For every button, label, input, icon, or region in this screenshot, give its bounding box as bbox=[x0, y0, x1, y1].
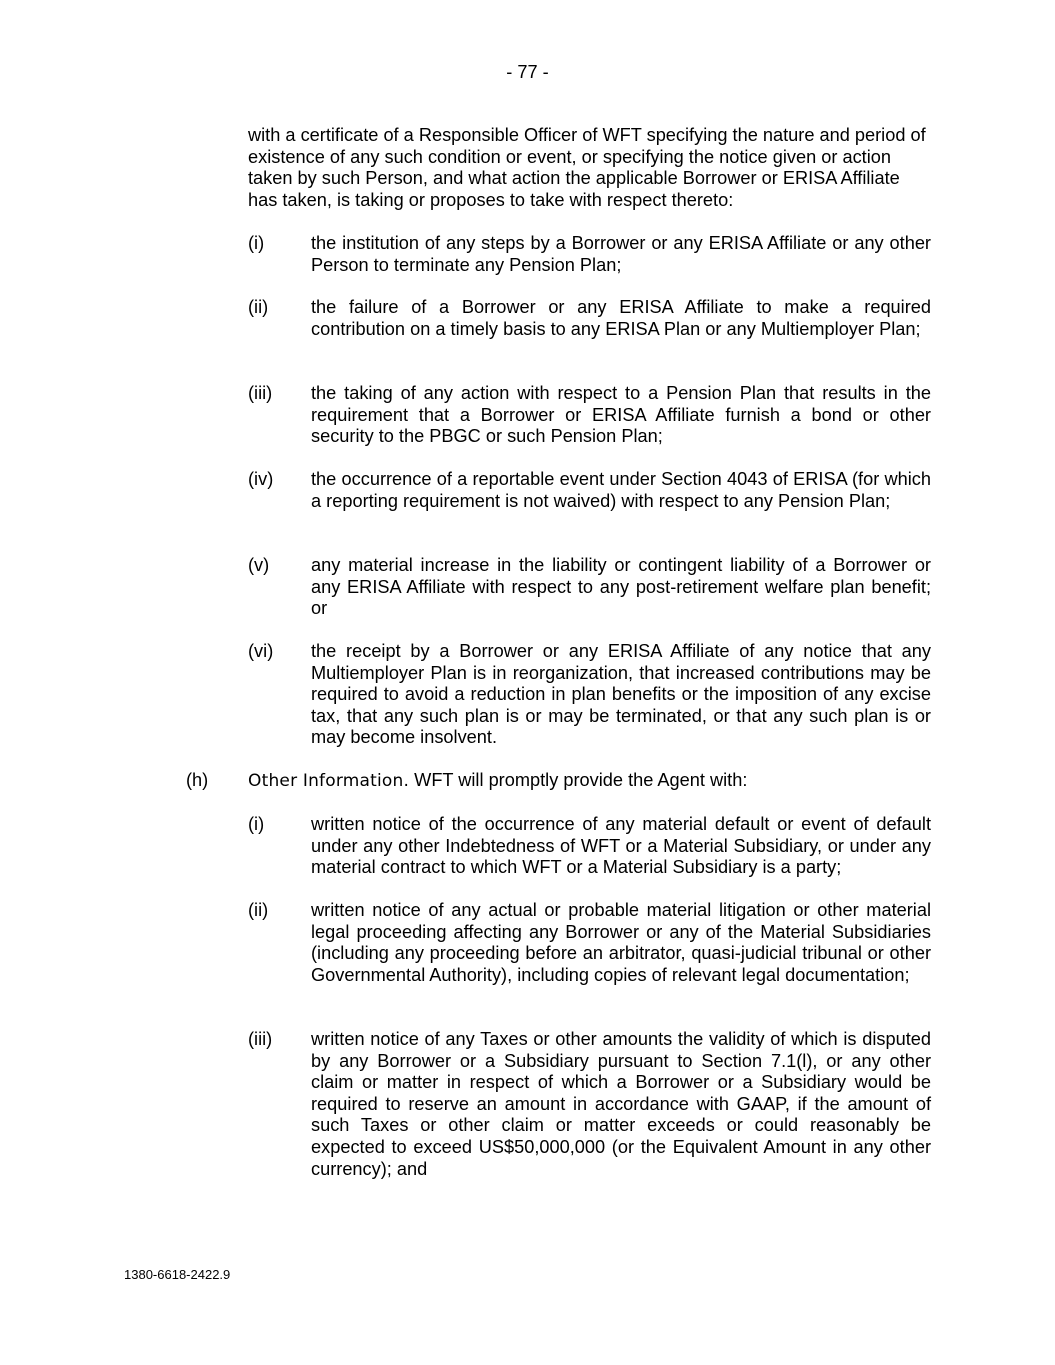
list-item bbox=[248, 1029, 931, 1180]
list-item bbox=[248, 297, 931, 340]
item-text: any material increase in the liability or contingent liability of a Borrower or any ERISA Affiliate with respect to any post-retirement welfare plan benefit; or bbox=[311, 555, 931, 619]
page-number: - 77 - bbox=[506, 62, 549, 82]
list-item bbox=[248, 900, 931, 986]
item-number: (iii) bbox=[248, 383, 273, 403]
list-item bbox=[248, 641, 931, 749]
section-number: (h) bbox=[186, 770, 209, 790]
list-item bbox=[248, 469, 931, 512]
list-item bbox=[248, 814, 931, 879]
document-id: 1380-6618-2422.9 bbox=[124, 1267, 231, 1282]
item-text: the failure of a Borrower or any ERISA Affiliate to make a required contribution on a timely basis to any ERISA Plan or any Multiemployer Plan; bbox=[311, 297, 931, 339]
item-number: (v) bbox=[248, 555, 270, 575]
section-text: WFT will promptly provide the Agent with: bbox=[409, 770, 748, 790]
item-text: the taking of any action with respect to a Pension Plan that results in the requirement that a Borrower or ERISA Affiliate furnish a bond or other security to the PBGC or such Pension Plan; bbox=[311, 383, 931, 447]
item-text: the institution of any steps by a Borrower or any ERISA Affiliate or any other Person to terminate any Pension Plan; bbox=[311, 233, 931, 275]
item-text: written notice of any actual or probable material litigation or other material legal proceeding affecting any Borrower or any of the Material Subsidiaries (including any proceeding before an arbitrator, quasi-judicial tribunal or other Governmental Authority), including copies of relevant legal documentation; bbox=[311, 900, 931, 985]
list-item bbox=[248, 383, 931, 448]
item-number: (vi) bbox=[248, 641, 274, 661]
item-text: written notice of any Taxes or other amounts the validity of which is disputed by any Borrower or a Subsidiary pursuant to Section 7.1(l), or any other claim or matter in respect of which a Borrower or a Subsidiary would be required to reserve an amount in accordance with GAAP, if the amount of such Taxes or other claim or matter exceeds or could reasonably be expected to exceed US$50,000,000 (or the Equivalent Amount in any other currency); and bbox=[311, 1029, 931, 1179]
section-h bbox=[186, 770, 931, 793]
item-number: (iv) bbox=[248, 469, 274, 489]
item-number: (ii) bbox=[248, 297, 269, 317]
section-body bbox=[248, 770, 931, 793]
section-heading: Other Information. bbox=[248, 771, 410, 791]
list-item bbox=[248, 233, 931, 276]
list-item bbox=[248, 555, 931, 620]
item-number: (ii) bbox=[248, 900, 269, 920]
item-number: (i) bbox=[248, 233, 265, 253]
item-text: the occurrence of a reportable event under Section 4043 of ERISA (for which a reporting requirement is not waived) with respect to any Pension Plan; bbox=[311, 469, 931, 511]
intro-paragraph: with a certificate of a Responsible Officer of WFT specifying the nature and period of existence of any such condition or event, or specifying the notice given or action taken by such Person, and what action the applicable Borrower or ERISA Affiliate has taken, is taking or proposes to take with respect thereto: bbox=[248, 125, 926, 210]
item-number: (i) bbox=[248, 814, 265, 834]
item-text: the receipt by a Borrower or any ERISA Affiliate of any notice that any Multiemployer Plan is in reorganization, that increased contributions may be required to avoid a reduction in plan benefits or the imposition of any excise tax, that any such plan is or may be terminated, or that any such plan is or may become insolvent. bbox=[311, 641, 931, 748]
item-number: (iii) bbox=[248, 1029, 273, 1049]
item-text: written notice of the occurrence of any material default or event of default under any other Indebtedness of WFT or a Material Subsidiary, or under any material contract to which WFT or a Material Subsidiary is a party; bbox=[311, 814, 931, 878]
